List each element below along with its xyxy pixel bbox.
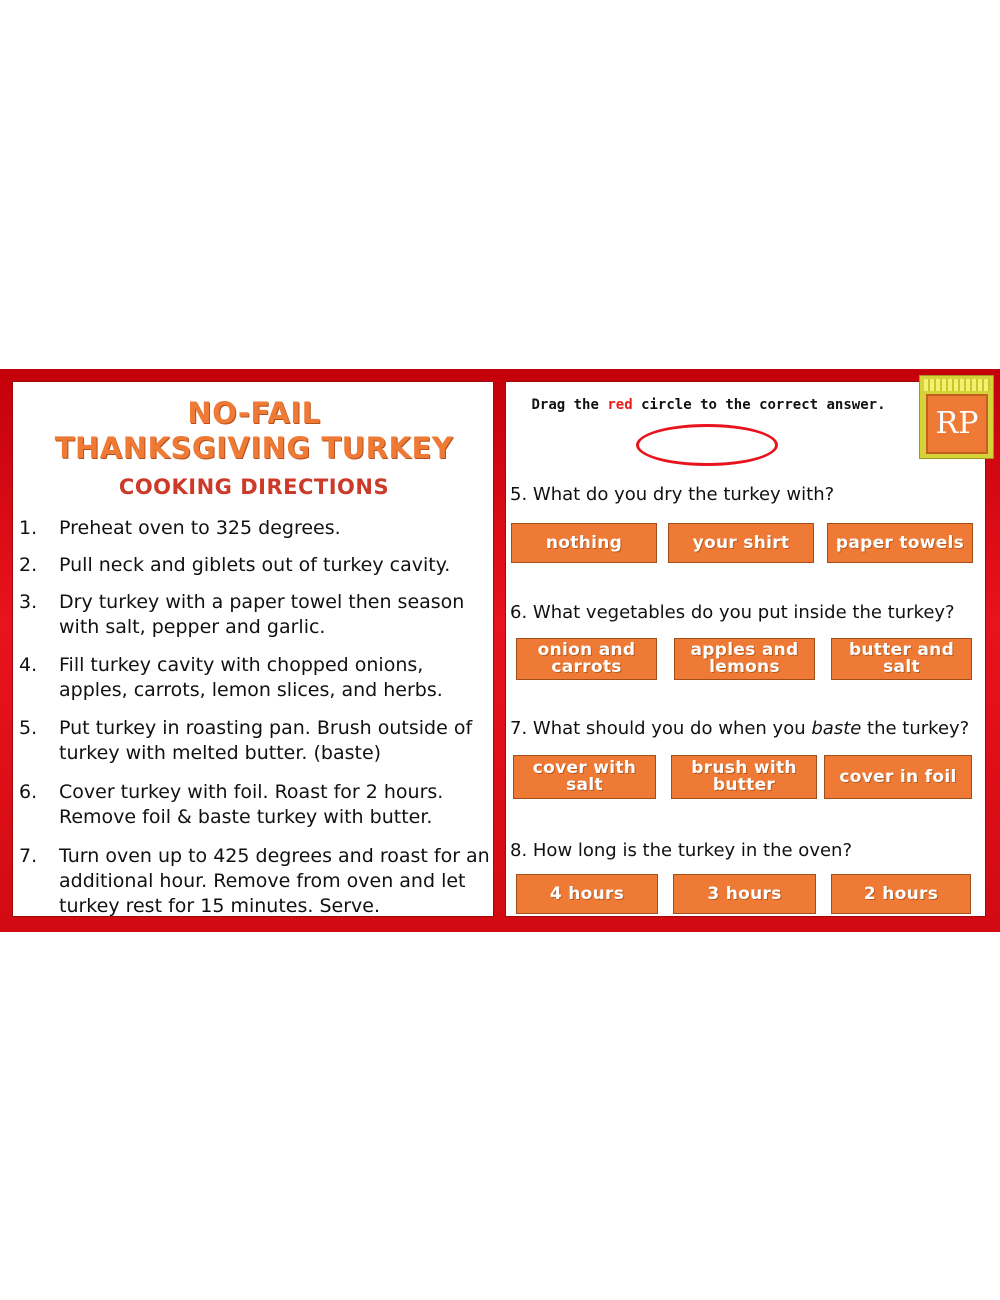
step-number: 6.: [19, 781, 38, 803]
step-number: 4.: [19, 654, 38, 676]
question-6: 6. What vegetables do you put inside the turkey?: [510, 602, 955, 623]
step-text: Put turkey in roasting pan. Brush outside of turkey with melted butter. (baste): [59, 717, 473, 764]
answer-cover-in-foil[interactable]: cover in foil: [824, 755, 972, 799]
answer-onion-and-carrots[interactable]: onion and carrots: [516, 638, 657, 680]
recipe-subtitle: COOKING DIRECTIONS: [118, 475, 390, 499]
answer-paper-towels[interactable]: paper towels: [827, 523, 973, 563]
question-7: [510, 718, 980, 739]
instruction-text: Drag the: [531, 397, 608, 413]
step-number: 7.: [19, 845, 38, 867]
step-number: 5.: [19, 717, 38, 739]
red-circle-draggable[interactable]: [636, 424, 778, 466]
answer-brush-with-butter[interactable]: brush with butter: [671, 755, 817, 799]
answer-nothing[interactable]: nothing: [511, 523, 657, 563]
logo-stripes: [924, 379, 990, 391]
answer-your-shirt[interactable]: your shirt: [668, 523, 814, 563]
logo-mark: RP: [926, 394, 988, 454]
recipe-title-line2: THANKSGIVING TURKEY: [54, 431, 454, 465]
question-5: 5. What do you dry the turkey with?: [510, 484, 835, 505]
answer-cover-with-salt[interactable]: cover with salt: [513, 755, 656, 799]
answer-apples-and-lemons[interactable]: apples and lemons: [674, 638, 815, 680]
step-text: Pull neck and giblets out of turkey cavity.: [59, 554, 451, 576]
step-text: Turn oven up to 425 degrees and roast for an additional hour. Remove from oven and let turkey rest for 15 minutes. Serve.: [59, 845, 490, 917]
recipe-panel: [12, 381, 494, 917]
instruction-text: circle to the correct answer.: [632, 397, 886, 413]
question-7-text-end: the turkey?: [861, 718, 970, 739]
answer-3-hours[interactable]: 3 hours: [673, 874, 816, 914]
quiz-panel: [505, 381, 986, 917]
rp-logo: [919, 375, 994, 459]
answer-butter-and-salt[interactable]: butter and salt: [831, 638, 972, 680]
instruction-red-word: red: [607, 397, 633, 413]
step-text: Preheat oven to 325 degrees.: [59, 517, 341, 539]
question-8: 8. How long is the turkey in the oven?: [510, 840, 853, 861]
step-text: Dry turkey with a paper towel then season with salt, pepper and garlic.: [59, 591, 465, 638]
step-number: 1.: [19, 517, 38, 539]
drag-instruction: [506, 397, 911, 413]
answer-4-hours[interactable]: 4 hours: [516, 874, 658, 914]
step-number: 3.: [19, 591, 38, 613]
step-text: Fill turkey cavity with chopped onions, apples, carrots, lemon slices, and herbs.: [59, 654, 443, 701]
recipe-title-line1: NO-FAIL: [187, 396, 321, 430]
question-7-emphasis: baste: [811, 718, 862, 739]
slide: [0, 369, 1000, 932]
step-text: Cover turkey with foil. Roast for 2 hours. Remove foil & baste turkey with butter.: [59, 781, 444, 828]
question-7-text: 7. What should you do when you: [510, 718, 812, 739]
answer-2-hours[interactable]: 2 hours: [831, 874, 971, 914]
step-number: 2.: [19, 554, 38, 576]
